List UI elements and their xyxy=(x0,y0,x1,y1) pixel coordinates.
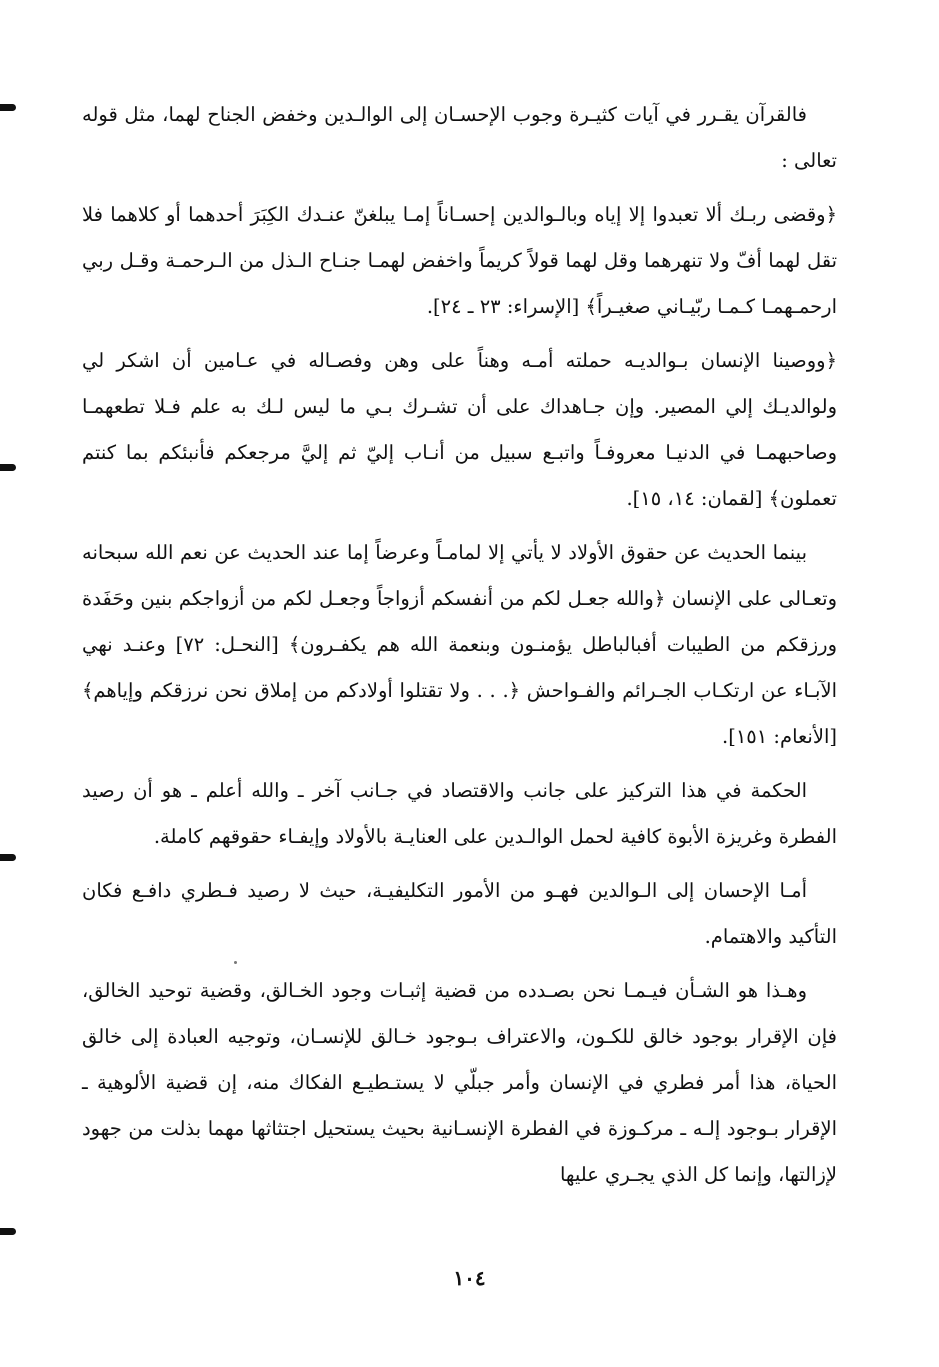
page-number: ١٠٤ xyxy=(453,1266,486,1290)
paragraph-5: الحكمة في هذا التركيز على جانب والاقتصاد في جـانب آخر ـ والله أعلم ـ هو أن رصيد الفطرة وغريزة الأبوة كافية لحمل الوالـدين على العنايـة بالأولاد وإيفـاء حقوقهم كاملة. xyxy=(82,779,837,848)
paragraph-1: فالقرآن يقـرر في آيات كثيـرة وجوب الإحسـان إلى الوالـدين وخفض الجناح لهما، مثل قوله تعالى : xyxy=(82,103,837,172)
binding-mark-1 xyxy=(0,104,16,111)
binding-mark-2 xyxy=(0,464,16,471)
body-text xyxy=(82,92,837,1198)
paragraph-6: أمـا الإحسان إلى الـوالدين فهـو من الأمور التكليفيـة، حيث لا رصيد فـطري دافـع فكان التأكيد والاهتمام. xyxy=(82,879,837,948)
binding-mark-4 xyxy=(0,1228,16,1235)
paragraph-3-quran-quote: ﴿ووصينا الإنسان بـوالديـه حملته أمـه وهناً على وهن وفصـاله في عـامين أن اشكر لي ولوالديـك إلي المصير. وإن جـاهداك على أن تشـرك بـي ما ليس لـك به علم فـلا تطعهمـا وصاحبهمـا في الدنيـا معروفـاً واتبـع سبيل من أنـاب إليّ ثم إليَّ مرجعكم فأنبئكم بما كنتم تعملون﴾ [لقمان: ١٤، ١٥]. xyxy=(82,349,837,510)
paragraph-2-quran-quote: ﴿وقضى ربـك ألا تعبدوا إلا إياه وبالـوالدين إحسـاناً إمـا يبلغنّ عنـدك الكِبَرَ أحدهما أو كلاهما فلا تقل لهما أفّ ولا تنهرهما وقل لهما قولاً كريماً واخفض لهمـا جنـاح الـذل من الـرحمـة وقـل ربي ارحمـهمـا كـمـا ربّيـاني صغيـراً﴾ [الإسراء: ٢٣ ـ ٢٤]. xyxy=(82,203,837,318)
paragraph-4: بينما الحديث عن حقوق الأولاد لا يأتي إلا لمامـاً وعرضاً إما عند الحديث عن نعم الله سبحانه وتعـالى على الإنسان ﴿والله جعـل لكم من أنفسكم أزواجاً وجعـل لكم من أزواجكم بنين وحَفَدة ورزقكم من الطيبات أفبالباطل يؤمنـون وبنعمة الله هم يكفـرون﴾ [النحـل: ٧٢] وعنـد نهي الآبـاء عن ارتكـاب الجـرائم والفـواحش ﴿. . . ولا تقتلوا أولادكم من إملاق نحن نرزقكم وإياهم﴾ [الأنعام: ١٥١]. xyxy=(82,541,837,748)
paragraph-7: وهـذا هو الشـأن فيـمـا نحن بصـدده من قضية إثبـات وجود الخـالق، وقضية توحيد الخالق، فإن الإقرار بوجود خالق للكـون، والاعتراف بـوجود خـالق للإنسـان، وتوجيه العبادة إلى خالق الحياة، هذا أمر فطري في الإنسان وأمر جبلّي لا يستـطيـع الفكاك منه، إن قضية الألوهية ـ الإقرار بـوجود إلـه ـ مركـوزة في الفطرة الإنسـانية بحيث يستحيل اجتثاثها مهما بذلت من جهود لإزالتها، وإنما كل الذي يجـري عليها xyxy=(82,979,837,1186)
binding-mark-3 xyxy=(0,854,16,861)
